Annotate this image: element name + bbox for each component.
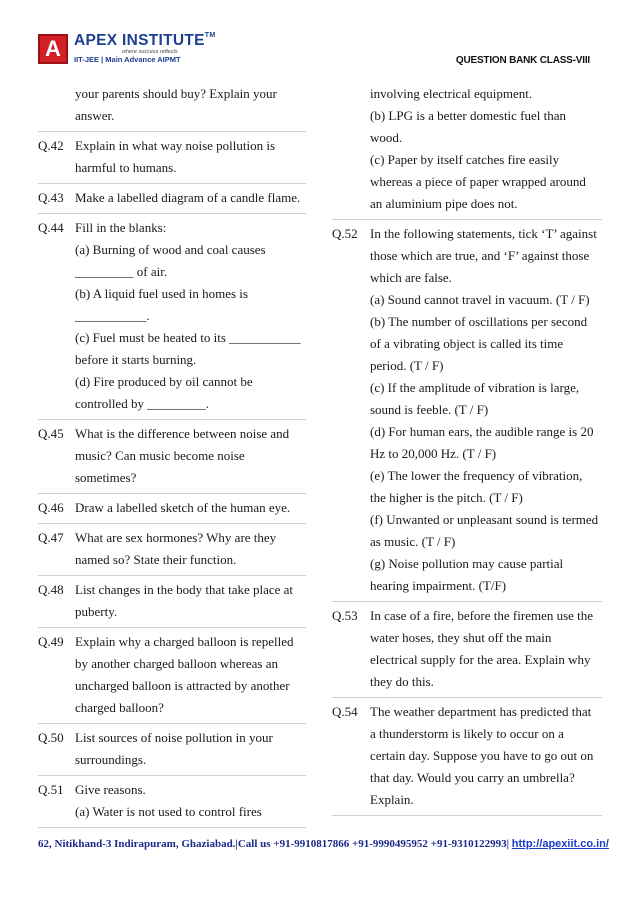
text-line: a thunderstorm is likely to occur on a bbox=[370, 726, 564, 741]
logo-emblem bbox=[38, 34, 68, 64]
question-number: Q.44 bbox=[38, 220, 64, 235]
page-footer bbox=[0, 832, 638, 860]
text-line: controlled by _________. bbox=[75, 396, 209, 411]
text-line: surroundings. bbox=[75, 752, 147, 767]
text-line: hearing impairment. (T/F) bbox=[370, 578, 507, 593]
question-number: Q.49 bbox=[38, 634, 64, 649]
question-text bbox=[75, 579, 306, 623]
text-line: Fill in the blanks: bbox=[75, 220, 167, 235]
question-43 bbox=[38, 184, 306, 214]
question-text bbox=[370, 83, 602, 215]
text-line: uncharged balloon is attracted by another bbox=[75, 678, 290, 693]
question-47 bbox=[38, 524, 306, 576]
question-text bbox=[370, 605, 602, 693]
text-line: Explain why a charged balloon is repelled bbox=[75, 634, 294, 649]
text-line: Hz to 20,000 Hz. (T / F) bbox=[370, 446, 497, 461]
text-line: music? Can music become noise bbox=[75, 448, 245, 463]
logo-subtitle: IIT-JEE | Main Advance AIPMT bbox=[74, 55, 181, 64]
text-line: ___________. bbox=[75, 308, 150, 323]
question-number: Q.54 bbox=[332, 704, 358, 719]
text-line: they do this. bbox=[370, 674, 434, 689]
text-line: (f) Unwanted or unpleasant sound is termed bbox=[370, 512, 599, 527]
question-continuation bbox=[332, 80, 602, 220]
question-number: Q.52 bbox=[332, 226, 358, 241]
text-line: (a) Water is not used to control fires bbox=[75, 804, 262, 819]
question-text bbox=[75, 217, 306, 415]
question-text bbox=[75, 779, 306, 823]
question-52 bbox=[332, 220, 602, 602]
text-line: named so? State their function. bbox=[75, 552, 237, 567]
text-line: The weather department has predicted that bbox=[370, 704, 592, 719]
question-number: Q.46 bbox=[38, 500, 64, 515]
question-text bbox=[75, 727, 306, 771]
text-line: involving electrical equipment. bbox=[370, 86, 533, 101]
question-number: Q.51 bbox=[38, 782, 64, 797]
question-number: Q.43 bbox=[38, 190, 64, 205]
question-45 bbox=[38, 420, 306, 494]
text-line: Explain. bbox=[370, 792, 414, 807]
text-line: (g) Noise pollution may cause partial bbox=[370, 556, 564, 571]
text-line: Give reasons. bbox=[75, 782, 146, 797]
text-line: (c) If the amplitude of vibration is large, bbox=[370, 380, 580, 395]
website-link[interactable]: http://apexiit.co.in/ bbox=[511, 838, 609, 850]
text-line: (c) Paper by itself catches fire easily bbox=[370, 152, 560, 167]
text-line: period. (T / F) bbox=[370, 358, 444, 373]
question-text bbox=[370, 701, 602, 811]
right-column bbox=[332, 80, 602, 816]
question-44 bbox=[38, 214, 306, 420]
text-line: In the following statements, tick ‘T’ against bbox=[370, 226, 597, 241]
text-line: In case of a fire, before the firemen use the bbox=[370, 608, 594, 623]
text-line: Draw a labelled sketch of the human eye. bbox=[75, 500, 291, 515]
question-49 bbox=[38, 628, 306, 724]
question-number: Q.42 bbox=[38, 138, 64, 153]
text-line: List changes in the body that take place at bbox=[75, 582, 294, 597]
text-line: water hoses, they shut off the main bbox=[370, 630, 552, 645]
question-text bbox=[75, 135, 306, 179]
apex-institute-logo bbox=[38, 32, 216, 66]
footer-address: 62, Nitikhand-3 Indirapuram, Ghaziabad.|Call us +91-9910817866 +91-9990495952 +91-9310122993| bbox=[38, 838, 510, 850]
page-header bbox=[0, 0, 638, 80]
text-line: those which are true, and ‘F’ against those bbox=[370, 248, 590, 263]
text-line: Make a labelled diagram of a candle flame. bbox=[75, 190, 301, 205]
question-continuation bbox=[38, 80, 306, 132]
text-line: _________ of air. bbox=[75, 264, 168, 279]
logo-name bbox=[74, 32, 216, 50]
text-line: Explain in what way noise pollution is bbox=[75, 138, 276, 153]
text-line: of a vibrating object is called its time bbox=[370, 336, 564, 351]
text-line: charged balloon? bbox=[75, 700, 164, 715]
question-42 bbox=[38, 132, 306, 184]
question-number: Q.47 bbox=[38, 530, 64, 545]
question-text bbox=[75, 631, 306, 719]
text-line: as music. (T / F) bbox=[370, 534, 456, 549]
left-column bbox=[38, 80, 306, 828]
text-line: (d) Fire produced by oil cannot be bbox=[75, 374, 253, 389]
footer-contact bbox=[38, 838, 609, 850]
text-line: (b) A liquid fuel used in homes is bbox=[75, 286, 248, 301]
text-line: (b) The number of oscillations per second bbox=[370, 314, 588, 329]
question-51 bbox=[38, 776, 306, 828]
text-line: electrical supply for the area. Explain why bbox=[370, 652, 591, 667]
text-line: certain day. Suppose you have to go out on bbox=[370, 748, 594, 763]
text-line: List sources of noise pollution in your bbox=[75, 730, 273, 745]
logo-tagline: where success reflects bbox=[122, 49, 178, 55]
text-line: that day. Would you carry an umbrella? bbox=[370, 770, 575, 785]
text-line: (c) Fuel must be heated to its ___________ bbox=[75, 330, 301, 345]
question-50 bbox=[38, 724, 306, 776]
text-line: which are false. bbox=[370, 270, 452, 285]
text-line: sometimes? bbox=[75, 470, 137, 485]
text-line: (a) Burning of wood and coal causes bbox=[75, 242, 266, 257]
text-line: (d) For human ears, the audible range is 20 bbox=[370, 424, 594, 439]
question-number: Q.48 bbox=[38, 582, 64, 597]
logo-name-text: APEX INSTITUTE bbox=[74, 32, 205, 49]
question-text bbox=[75, 423, 306, 489]
question-46 bbox=[38, 494, 306, 524]
text-line: sound is feeble. (T / F) bbox=[370, 402, 489, 417]
question-number: Q.45 bbox=[38, 426, 64, 441]
question-bank-title: QUESTION BANK CLASS-VIII bbox=[455, 55, 590, 66]
question-53 bbox=[332, 602, 602, 698]
text-line: an aluminium pipe does not. bbox=[370, 196, 518, 211]
text-line: What are sex hormones? Why are they bbox=[75, 530, 277, 545]
question-text bbox=[75, 527, 306, 571]
text-line: puberty. bbox=[75, 604, 118, 619]
text-line: your parents should buy? Explain your bbox=[75, 86, 277, 101]
text-line: (a) Sound cannot travel in vacuum. (T / F) bbox=[370, 292, 590, 307]
question-text bbox=[75, 187, 306, 209]
question-number: Q.53 bbox=[332, 608, 358, 623]
question-text bbox=[75, 83, 306, 127]
text-line: wood. bbox=[370, 130, 403, 145]
text-line: by another charged balloon whereas an bbox=[75, 656, 278, 671]
question-text bbox=[370, 223, 602, 597]
text-line: whereas a piece of paper wrapped around bbox=[370, 174, 586, 189]
text-line: (b) LPG is a better domestic fuel than bbox=[370, 108, 567, 123]
logo-trademark: TM bbox=[204, 32, 216, 39]
text-line: What is the difference between noise and bbox=[75, 426, 290, 441]
question-48 bbox=[38, 576, 306, 628]
question-number: Q.50 bbox=[38, 730, 64, 745]
text-line: answer. bbox=[75, 108, 115, 123]
text-line: before it starts burning. bbox=[75, 352, 197, 367]
text-line: harmful to humans. bbox=[75, 160, 177, 175]
question-text bbox=[75, 497, 306, 519]
text-line: (e) The lower the frequency of vibration, bbox=[370, 468, 583, 483]
text-line: the higher is the pitch. (T / F) bbox=[370, 490, 523, 505]
question-54 bbox=[332, 698, 602, 816]
logo-letter: A bbox=[45, 36, 61, 61]
